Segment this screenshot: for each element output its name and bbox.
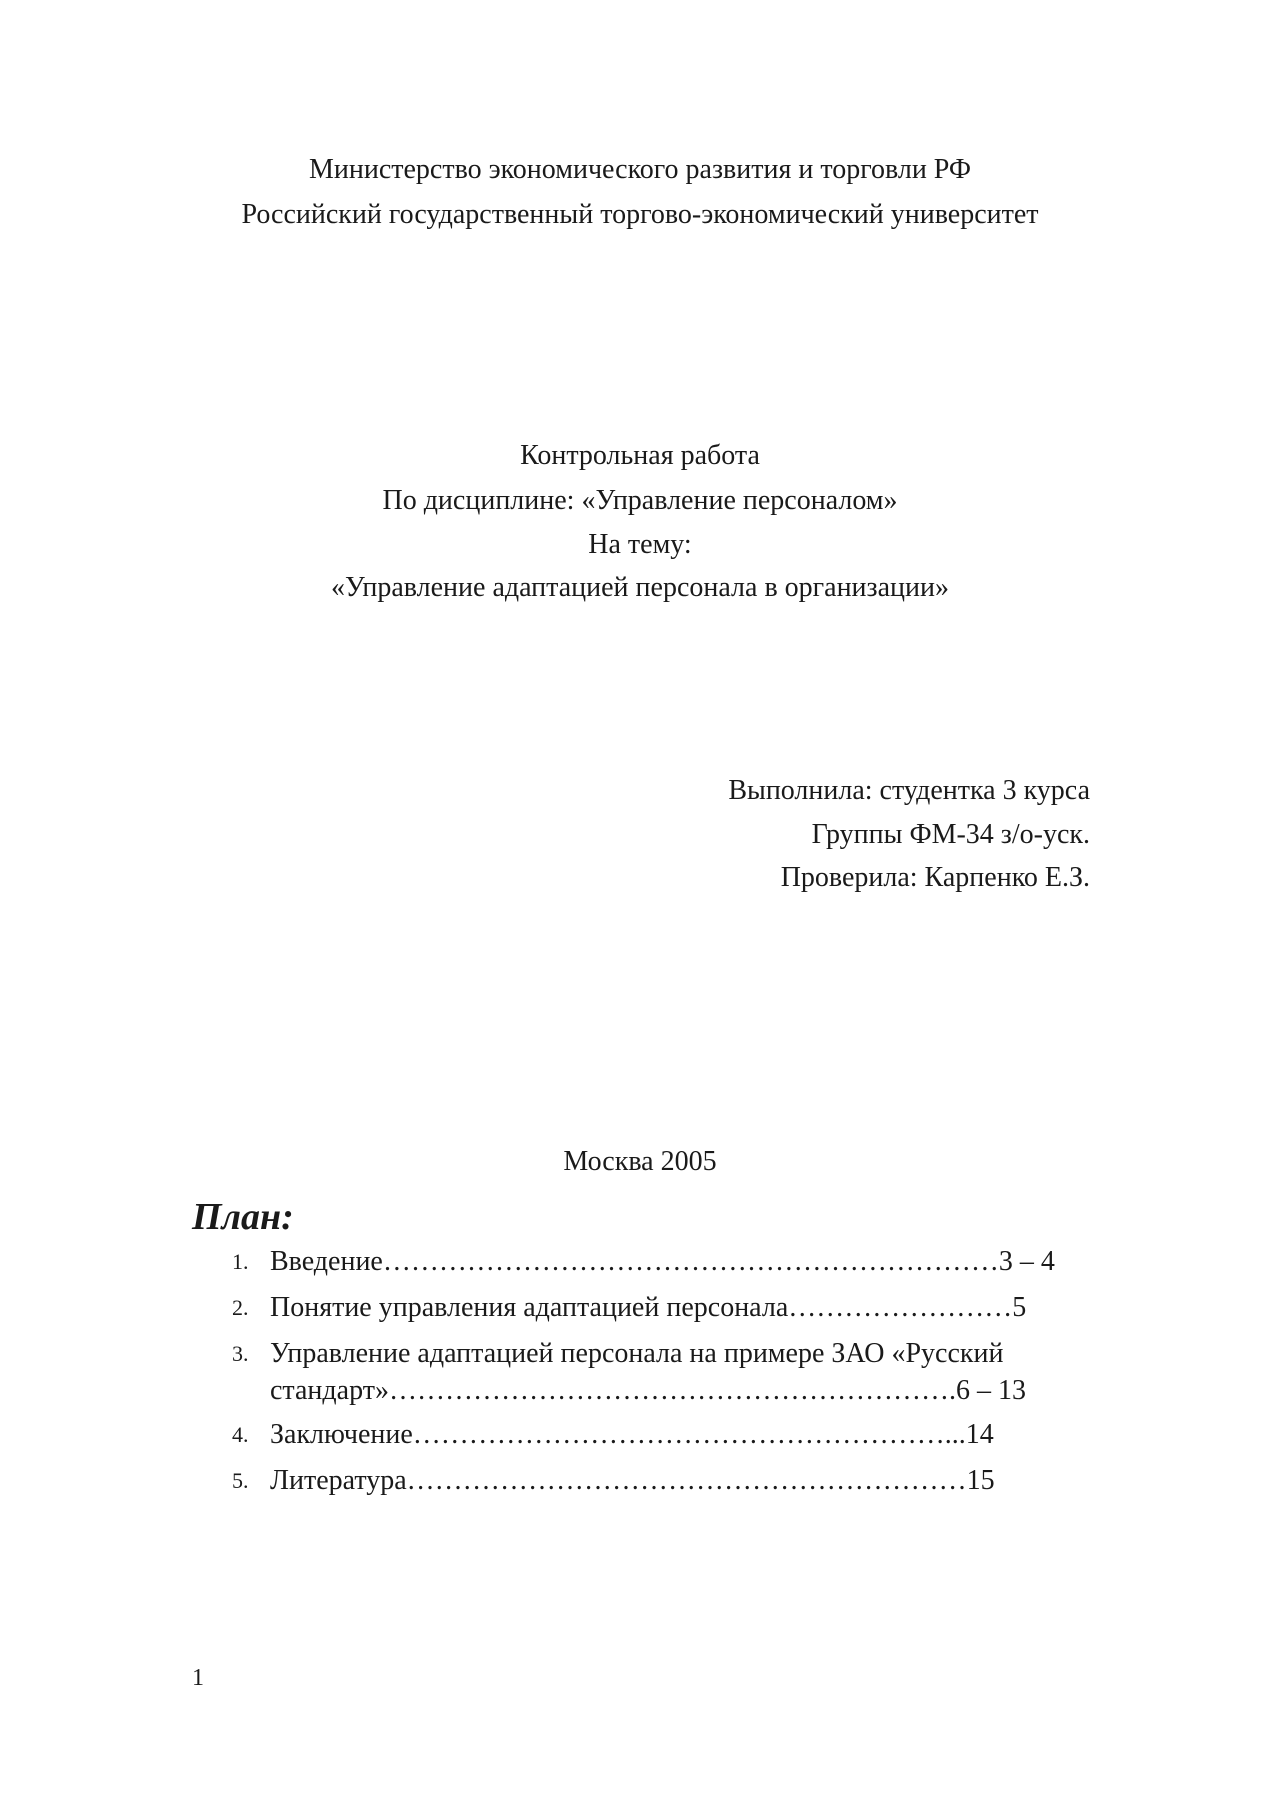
toc-item-number: 3. bbox=[232, 1341, 249, 1366]
ministry-name: Министерство экономического развития и торговли РФ bbox=[308, 154, 972, 185]
performed-by: Выполнила: студентка 3 курса bbox=[728, 775, 1090, 806]
discipline: По дисциплине: «Управление персоналом» bbox=[382, 485, 898, 516]
work-type: Контрольная работа bbox=[520, 440, 760, 471]
student-group: Группы ФМ-34 з/о-уск. bbox=[811, 819, 1090, 850]
toc-item-text: Заключение…………………………………………………...14 bbox=[270, 1419, 994, 1450]
topic-label: На тему: bbox=[588, 529, 692, 560]
toc-item-text: Литература……………………………………………………15 bbox=[270, 1465, 995, 1496]
toc-item-text: Управление адаптацией персонала на примере ЗАО «Русский bbox=[270, 1338, 1004, 1369]
plan-heading: План: bbox=[192, 1196, 294, 1238]
toc-item-text-continuation: стандарт»…………………………………………………….6 – 13 bbox=[270, 1375, 1026, 1406]
toc-item-number: 1. bbox=[232, 1249, 249, 1274]
toc-item-number: 2. bbox=[232, 1295, 249, 1320]
topic-title: «Управление адаптацией персонала в организации» bbox=[331, 572, 949, 603]
toc-item-number: 4. bbox=[232, 1422, 249, 1447]
checked-by: Проверила: Карпенко Е.З. bbox=[780, 862, 1090, 893]
toc-item-text: Понятие управления адаптацией персонала……………………5 bbox=[270, 1292, 1027, 1323]
university-name: Российский государственный торгово-экономический университет bbox=[241, 199, 1039, 230]
city-year: Москва 2005 bbox=[563, 1146, 717, 1177]
toc-item-text: Введение…………………………………………………………3 – 4 bbox=[270, 1246, 1055, 1277]
toc-item-number: 5. bbox=[232, 1468, 249, 1493]
page-number: 1 bbox=[192, 1665, 204, 1691]
